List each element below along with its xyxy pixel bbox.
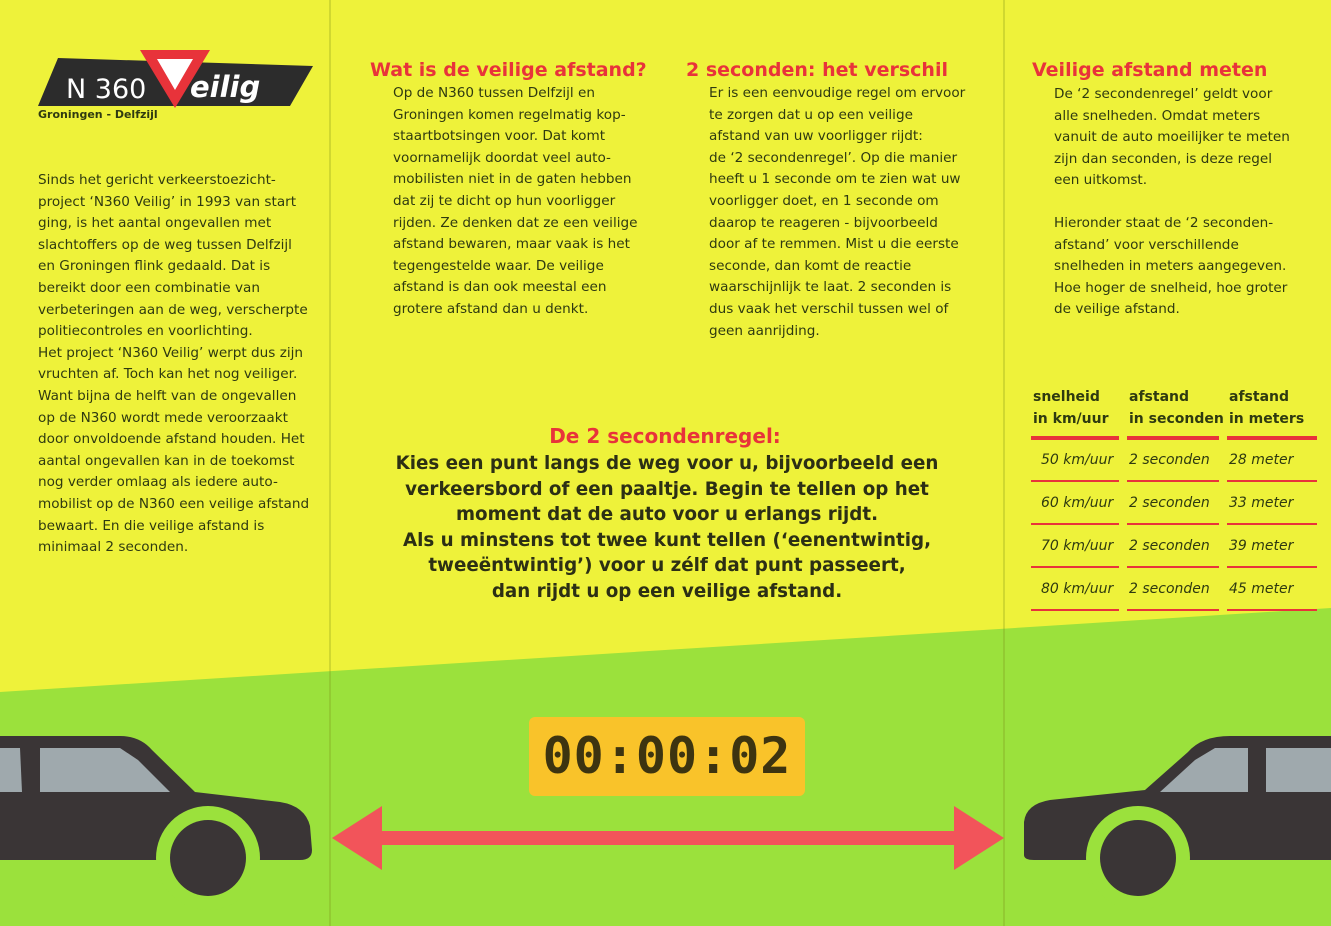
table-row-rule [1227, 609, 1317, 611]
measure-text-1: De ‘2 secondenregel’ geldt voor alle snelheden. Omdat meters vanuit de auto moeilijker te meten zijn dan seconden, is deze regel een uitkomst. [1054, 86, 1290, 189]
table-row-rule [1031, 480, 1119, 482]
table-row-rule [1127, 523, 1219, 525]
distance-arrow-icon [330, 800, 1006, 876]
table-cell: 28 meter [1229, 452, 1294, 468]
measure-text-2: Hieronder staat de ‘2 seconden- afstand’ voor verschillende snelheden in meters aangegeven. Hoe hoger de snelheid, hoe groter de veilige afstand. [1054, 215, 1288, 318]
table-row-rule [1031, 523, 1119, 525]
timer-display: 00:00:02 [529, 717, 805, 796]
table-cell: 33 meter [1229, 495, 1294, 511]
intro-text: Sinds het gericht verkeerstoezicht- project ‘N360 Veilig’ in 1993 van start ging, is het aantal ongevallen met slachtoffers op de weg tussen Delfzijl en Groningen flink gedaald. Dat is bereikt door een combinatie van verbeteringen aan de weg, verscherpte politiecontroles en voorlichting. Het project ‘N360 Veilig’ werpt dus zijn vruchten af. Toch kan het nog veiliger. Want bijna de helft van de ongevallen op de N360 wordt mede veroorzaakt door onvoldoende afstand houden. Het aantal ongevallen kan in de toekomst nog verder omlaag als iedere auto- mobilist op de N360 een veilige afstand bewaart. En die veilige afstand is minimaal 2 seconden. [38, 172, 310, 556]
table-header-rule [1127, 436, 1219, 440]
table-row-rule [1031, 566, 1119, 568]
table-cell: 80 km/uur [1041, 581, 1114, 597]
two-seconds-text: Er is een eenvoudige regel om ervoor te zorgen dat u op een veilige afstand van uw voorligger rijdt: de ‘2 secondenregel’. Op die manier heeft u 1 seconde om te zien wat uw voorligger doet, en 1 seconde om daarop te reageren - bijvoorbeeld door af te remmen. Mist u die eerste seconde, dan komt de reactie waarschijnlijk te laat. 2 seconden is dus vaak het verschil tussen wel of geen aanrijding. [709, 85, 966, 339]
logo-brand: eilig [190, 70, 261, 104]
heading-measure: Veilige afstand meten [1032, 59, 1268, 81]
car-right-icon [1020, 730, 1331, 926]
table-cell: 60 km/uur [1041, 495, 1114, 511]
table-row-rule [1127, 566, 1219, 568]
table-cell: 2 seconden [1129, 581, 1210, 597]
table-cell: 50 km/uur [1041, 452, 1114, 468]
fold-line [329, 0, 331, 926]
table-cell: 45 meter [1229, 581, 1294, 597]
heading-safe-distance: Wat is de veilige afstand? [370, 59, 647, 81]
table-row-rule [1227, 523, 1317, 525]
table-row-rule [1127, 609, 1219, 611]
table-header-seconds: afstand in seconden [1129, 389, 1224, 427]
logo-subtitle: Groningen - Delfzijl [38, 108, 158, 121]
table-header-rule [1227, 436, 1317, 440]
table-row-rule [1031, 609, 1119, 611]
rule-text: Kies een punt langs de weg voor u, bijvoorbeeld een verkeersbord of een paaltje. Begin te tellen op het moment dat de auto voor u erlangs rijdt. Als u minstens tot twee kunt tellen (‘eenentwintig, tweeëntwintig’) voor u zélf dat punt passeert, dan rijdt u op een veilige afstand. [395, 453, 939, 602]
car-left-icon [0, 730, 320, 926]
table-cell: 2 seconden [1129, 495, 1210, 511]
table-cell: 2 seconden [1129, 452, 1210, 468]
table-cell: 70 km/uur [1041, 538, 1114, 554]
safe-distance-text: Op de N360 tussen Delfzijl en Groningen komen regelmatig kop- staartbotsingen voor. Dat komt voornamelijk doordat veel auto- mobilisten niet in de gaten hebben dat zij te dicht op hun voorligger rijden. Ze denken dat ze een veilige afstand bewaren, maar vaak is het tegengestelde waar. De veilige afstand is dan ook meestal een grotere afstand dan u denkt. [393, 85, 638, 317]
table-header-rule [1031, 436, 1119, 440]
heading-2-seconds: 2 seconden: het verschil [686, 59, 948, 81]
logo-road-number: N 360 [66, 74, 147, 105]
rule-title: De 2 secondenregel: [549, 424, 781, 448]
table-row-rule [1227, 480, 1317, 482]
table-header-meters: afstand in meters [1229, 389, 1305, 427]
table-row-rule [1127, 480, 1219, 482]
table-cell: 39 meter [1229, 538, 1294, 554]
table-row-rule [1227, 566, 1317, 568]
table-cell: 2 seconden [1129, 538, 1210, 554]
table-header-speed: snelheid in km/uur [1033, 389, 1109, 427]
fold-line [1003, 0, 1005, 926]
